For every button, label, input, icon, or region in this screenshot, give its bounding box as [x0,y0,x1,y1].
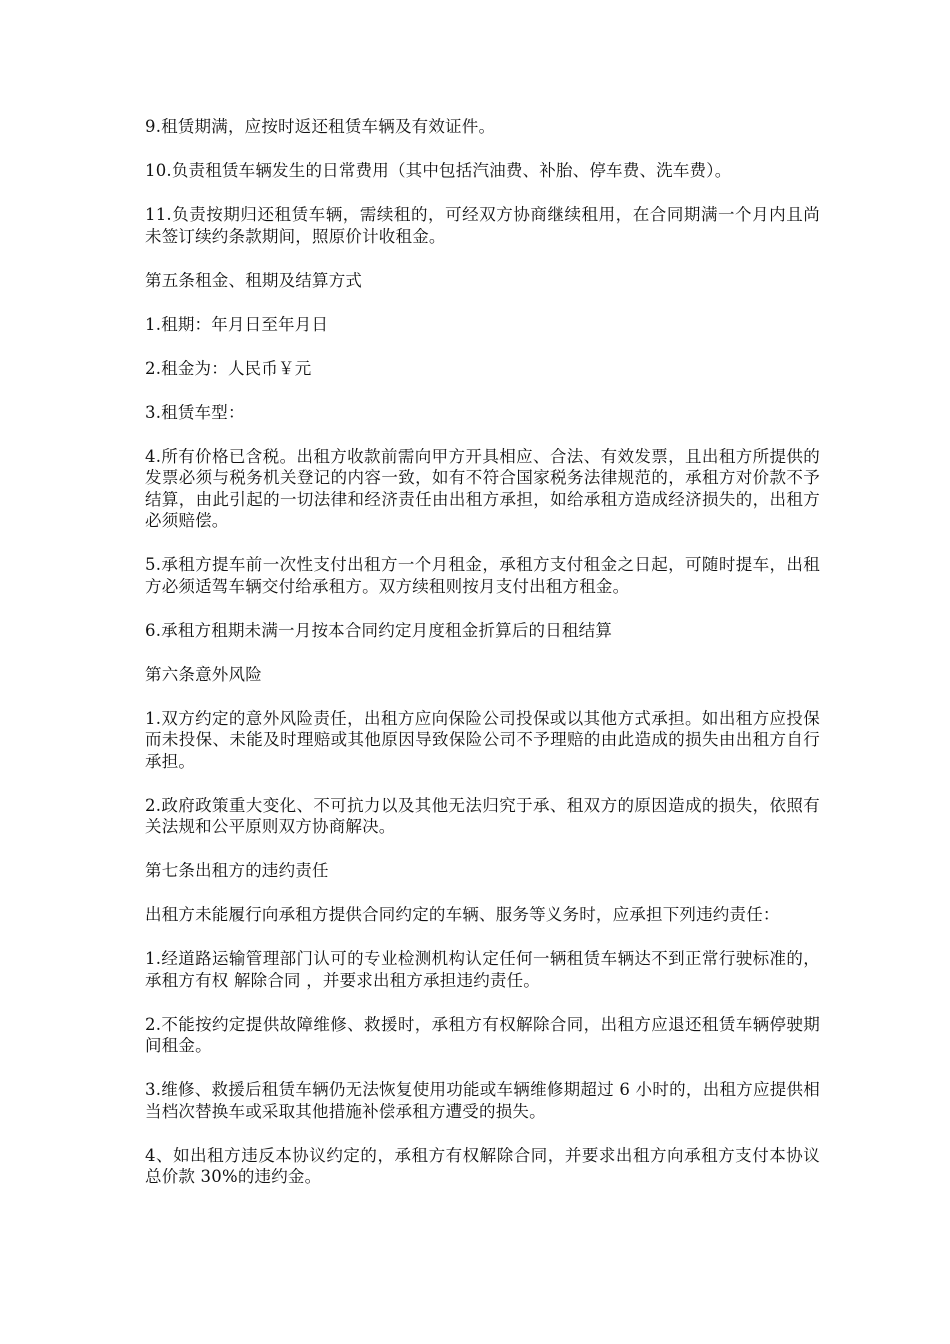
liability-item-1: 1.经道路运输管理部门认可的专业检测机构认定任何一辆租赁车辆达不到正常行驶标准的，承租方有权 解除合同 ，并要求出租方承担违约责任。 [145,949,820,990]
section-heading-6: 第六条意外风险 [145,664,262,684]
liability-item-2: 2.不能按约定提供故障维修、救援时，承租方有权解除合同，出租方应退还租赁车辆停驶期间租金。 [145,1014,820,1055]
payment-item: 5.承租方提车前一次性支付出租方一个月租金，承租方支付租金之日起，可随时提车，出租方必须适驾车辆交付给承租方。双方续租则按月支付出租方租金。 [145,555,820,596]
rent-amount-item: 2.租金为：人民币￥元 [145,358,312,378]
document-page [145,116,820,1210]
section-heading-7: 第七条出租方的违约责任 [145,861,329,880]
liability-item-3: 3.维修、救援后租赁车辆仍无法恢复使用功能或车辆维修期超过 6 小时的，出租方应提供相当档次替换车或采取其他措施补偿承租方遭受的损失。 [145,1080,820,1121]
section-heading-5: 第五条租金、租期及结算方式 [145,270,363,290]
tax-invoice-item: 4.所有价格已含税。出租方收款前需向甲方开具相应、合法、有效发票，且出租方所提供的发票必须与税务机关登记的内容一致，如有不符合国家税务法律规范的，承租方对价款不予结算，由此引起的一切法律和经济责任由出租方承担，如给承租方造成经济损失的，出租方必须赔偿。 [145,446,820,530]
clause-item-9: 9.租赁期满，应按时返还租赁车辆及有效证件。 [145,117,496,136]
liability-item-4: 4、如出租方违反本协议约定的，承租方有权解除合同，并要求出租方向承租方支付本协议总价款 30%的违约金。 [145,1145,820,1186]
risk-item-2: 2.政府政策重大变化、不可抗力以及其他无法归究于承、租双方的原因造成的损失，依照有关法规和公平原则双方协商解决。 [145,795,820,836]
daily-settlement-item: 6.承租方租期未满一月按本合同约定月度租金折算后的日租结算 [145,620,613,640]
clause-item-10: 10.负责租赁车辆发生的日常费用（其中包括汽油费、补胎、停车费、洗车费）。 [145,161,732,180]
rent-term-item: 1.租期：年月日至年月日 [145,314,329,334]
liability-intro: 出租方未能履行向承租方提供合同约定的车辆、服务等义务时，应承担下列违约责任： [145,905,780,924]
clause-item-11: 11.负责按期归还租赁车辆，需续租的，可经双方协商继续租用，在合同期满一个月内且尚未签订续约条款期间，照原价计收租金。 [145,205,820,246]
vehicle-model-item: 3.租赁车型： [145,402,245,422]
risk-item-1: 1.双方约定的意外风险责任，出租方应向保险公司投保或以其他方式承担。如出租方应投保而未投保、未能及时理赔或其他原因导致保险公司不予理赔的由此造成的损失由出租方自行承担。 [145,708,820,771]
